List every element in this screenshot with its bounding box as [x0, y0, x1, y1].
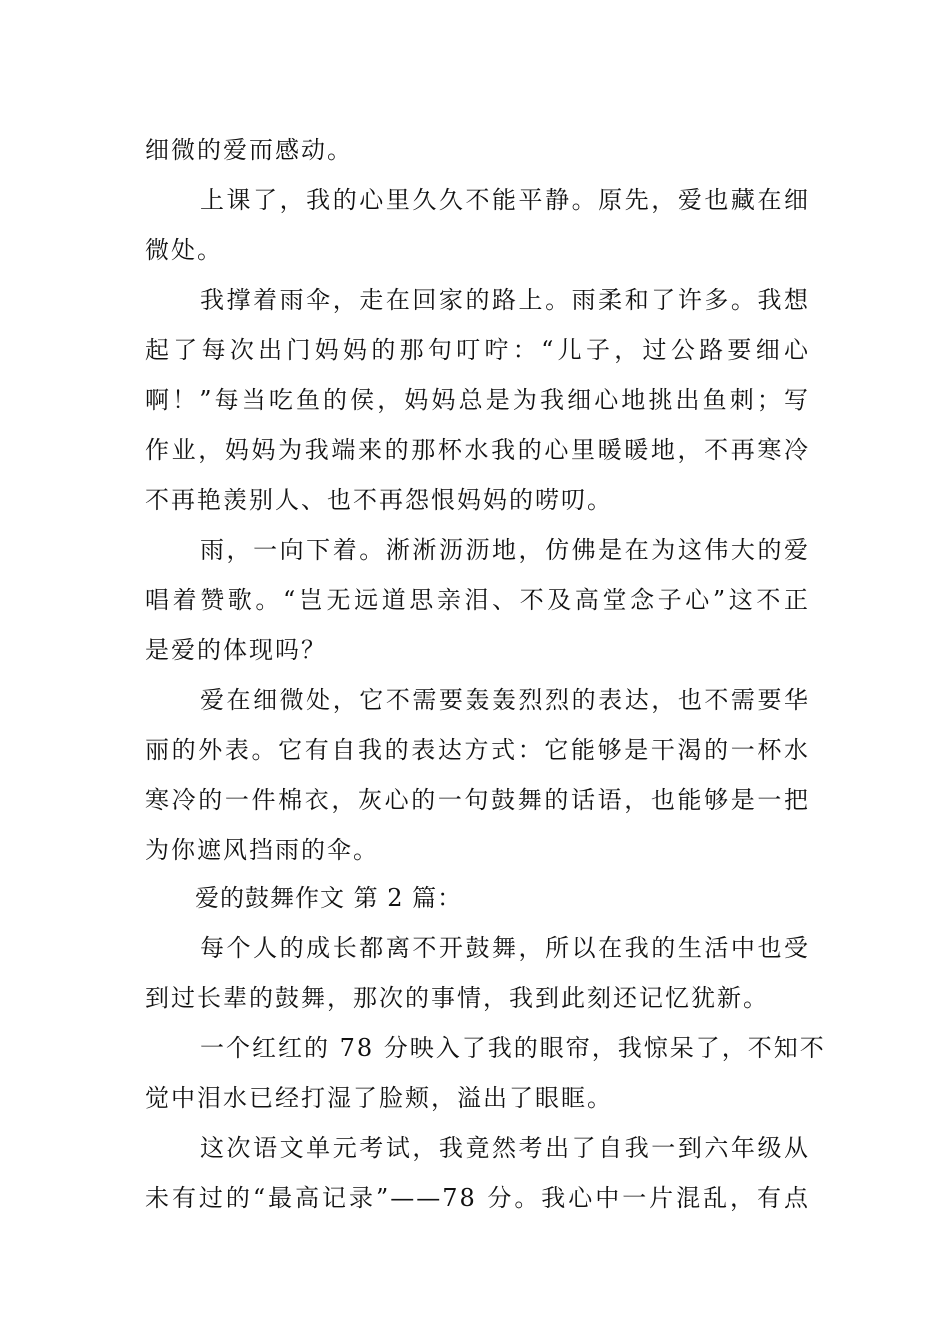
text-line: 爱在细微处，它不需要轰轰烈烈的表达，也不需要华: [200, 686, 810, 714]
text-line: 到过长辈的鼓舞，那次的事情，我到此刻还记忆犹新。: [145, 984, 769, 1012]
text-line: 一个红红的 78 分映入了我的眼帘，我惊呆了，不知不: [200, 1034, 826, 1062]
text-line: 丽的外表。它有自我的表达方式：它能够是干渴的一杯水: [145, 736, 810, 764]
section-heading: 爱的鼓舞作文 第 2 篇：: [195, 884, 463, 912]
text-line: 是爱的体现吗？: [145, 636, 327, 664]
text-line: 上课了，我的心里久久不能平静。原先，爱也藏在细: [200, 186, 810, 214]
text-line: 细微的爱而感动。: [145, 136, 353, 164]
text-line: 未有过的“最高记录”——78 分。我心中一片混乱，有点: [145, 1184, 810, 1212]
text-line: 寒冷的一件棉衣，灰心的一句鼓舞的话语，也能够是一把: [145, 786, 810, 814]
text-line: 起了每次出门妈妈的那句叮咛：“儿子，过公路要细心: [145, 336, 810, 364]
text-line: 唱着赞歌。“岂无远道思亲泪、不及高堂念子心”这不正: [145, 586, 810, 614]
text-line: 啊！”每当吃鱼的侯，妈妈总是为我细心地挑出鱼刺；写: [145, 386, 810, 414]
text-line: 每个人的成长都离不开鼓舞，所以在我的生活中也受: [200, 934, 810, 962]
text-line: 微处。: [145, 236, 223, 264]
text-line: 觉中泪水已经打湿了脸颊，溢出了眼眶。: [145, 1084, 613, 1112]
text-line: 为你遮风挡雨的伞。: [145, 836, 379, 864]
text-line: 作业，妈妈为我端来的那杯水我的心里暖暖地，不再寒冷: [145, 436, 810, 464]
text-line: 这次语文单元考试，我竟然考出了自我一到六年级从: [200, 1134, 810, 1162]
text-line: 雨，一向下着。淅淅沥沥地，仿佛是在为这伟大的爱: [200, 536, 810, 564]
text-line: 不再艳羡别人、也不再怨恨妈妈的唠叨。: [145, 486, 613, 514]
text-line: 我撑着雨伞，走在回家的路上。雨柔和了许多。我想: [200, 286, 810, 314]
